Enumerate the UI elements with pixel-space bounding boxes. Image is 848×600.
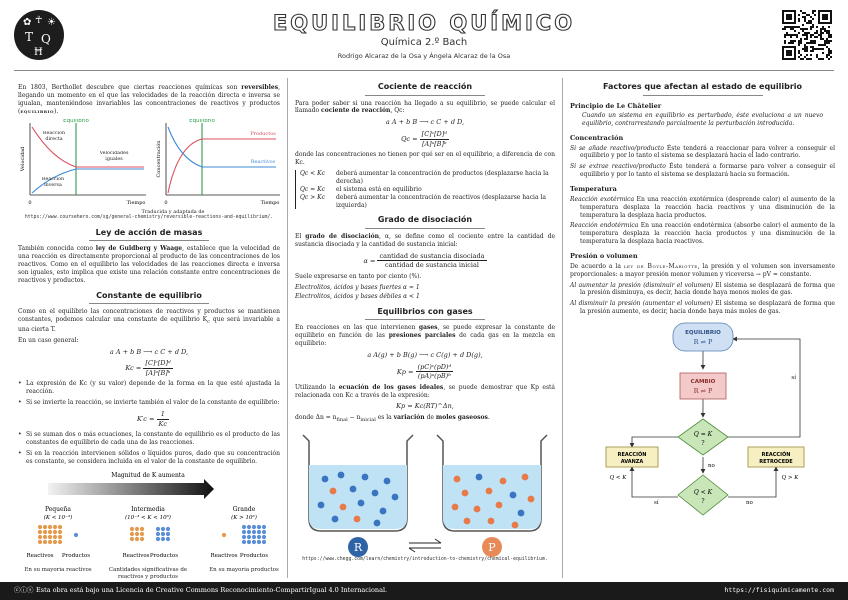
particle: [161, 527, 165, 531]
particle-label: Reactivos: [210, 552, 238, 559]
particle: [43, 540, 47, 544]
graph2-label-reactants: Reactivos: [250, 158, 276, 165]
graph1-label-inverse: Reacción inversa: [41, 176, 65, 188]
graph-caption: Traducida y adaptada de: [141, 208, 205, 215]
flow-decision2-q: ?: [701, 498, 705, 506]
particle: [156, 537, 160, 541]
page-subtitle: Química 2.º Bach: [380, 37, 468, 48]
magnitude-of-k-diagram: [18, 469, 280, 589]
particle: [43, 525, 47, 529]
page-title: EQUILIBRIO QUÍMICO: [272, 11, 576, 35]
dissociation-paragraph: El grado de disociación, α, se define como el cociente entre la cantidad de sustancia disociada y la cantidad de sustancia inicial:: [295, 232, 555, 248]
header: [0, 0, 848, 70]
flow-backward-label: REACCIÓN: [761, 452, 791, 459]
molecule: [322, 475, 329, 482]
list-item: • Si se invierte la reacción, se invierte también el valor de la constante de equilibrio: K′c = $\frac{1}{Kc}$: [18, 399, 280, 428]
molecule: [512, 521, 519, 528]
particle: [252, 535, 256, 539]
logo-glyph: ☥: [35, 15, 43, 26]
section-title-gas-equilibria: Equilibrios con gases: [295, 307, 555, 321]
particle: [135, 527, 139, 531]
ideal-gas-paragraph: Utilizando la ecuación de los gases ideales, se puede demostrar que Kp está relacionada con Kc a través de la expresión:: [295, 383, 556, 399]
list-item: Al disminuir la presión (aumentar el volumen) El sistema se desplazará de forma que la presión aumente, es decir, hacia donde haya más moles de gas.: [570, 300, 835, 316]
particle: [38, 525, 42, 529]
particle: [166, 537, 170, 541]
footer: [0, 582, 848, 600]
product-badge-label: P: [488, 540, 496, 554]
list-item: • Si en la reacción intervienen sólidos o líquidos puros, dado que su concentración es constante, se considera incluida en el valor de la constante de equilibrio.: [18, 450, 280, 466]
reactant-badge-label: R: [353, 540, 363, 554]
particle-label: Reactivos: [122, 552, 150, 559]
flow-start-equation: R ⇌ P: [693, 338, 713, 347]
graph-credit-link[interactable]: https://www.coursehero.com/sg/general-chemistry/reversible-reactions-and-equilibrium/.: [24, 215, 274, 221]
particle: [247, 540, 251, 544]
particle: [257, 530, 261, 534]
molecule: [476, 473, 483, 480]
boyle-mariotte-paragraph: De acuerdo a la ley de Boyle-Mariotte, la presión y el volumen son inversamente proporcionales: a mayor presión menor volumen y viceversa → pV = constante.: [570, 262, 835, 278]
molecule: [464, 517, 471, 524]
flow-q-lt-k-label: Q < K: [609, 475, 627, 482]
particle-label: Reactivos: [26, 552, 54, 559]
kp-expression: Kp = $\frac{\text{(pC)ᶜ(pD)ᵈ}}{\text{(pA)ᵃ(pB)ᵇ}}$: [396, 362, 452, 381]
molecule: [358, 499, 365, 506]
flow-decision2-label: Q < K: [693, 489, 713, 497]
particle: [38, 530, 42, 534]
particle: [53, 530, 57, 534]
list-item: Qc > Kc deberá aumentar la concentración de reactivos (desplazarse hacia la izquierda): [300, 193, 546, 209]
molecule: [350, 485, 357, 492]
particle: [262, 530, 266, 534]
particle: [58, 530, 62, 534]
weak-electrolytes: Electrolitos, ácidos y bases débiles α < 1: [295, 292, 420, 300]
graph1-ylabel: Velocidad: [20, 146, 26, 171]
concentration-vs-time-graph: [155, 119, 280, 206]
list-item: Si se añade reactivo/producto Éste tenderá a reaccionar para volver a conseguir el equilibrio y por lo tanto el sistema se desplazará hacia el lado contrario.: [570, 144, 835, 160]
flow-start-node: [673, 323, 733, 351]
dissociation-percent-note: Suele expresarse en tanto por ciento (%).: [295, 272, 422, 280]
molecule: [522, 473, 529, 480]
molecule: [454, 475, 461, 482]
beaker-credit-link[interactable]: https://www.chegg.com/learn/chemistry/introduction-to-chemistry/chemical-equilibrium.: [302, 556, 548, 562]
magnitude-range: (10⁻³ < K < 10³): [125, 514, 171, 521]
particle: [48, 540, 52, 544]
temperature-heading: Temperatura: [570, 185, 617, 194]
logo-glyph: ✿: [23, 17, 32, 28]
graph1-zero: 0: [28, 199, 32, 206]
molecule: [380, 507, 387, 514]
molecule: [518, 509, 525, 516]
particle: [38, 540, 42, 544]
molecule: [528, 495, 535, 502]
molecule: [384, 477, 391, 484]
particle: [43, 535, 47, 539]
particle: [161, 537, 165, 541]
column-left: [18, 76, 280, 589]
intro-paragraph: En 1803, Berthollet descubre que ciertas reacciones químicas son reversibles, llegando un momento en el que las velocidades de la reacción directa e inversa se igualan, manteniéndose invariables las concentraciones de reactivos y productos (equilibrio).: [18, 84, 280, 115]
gas-reaction-equation: a A(g) + b B(g) ⟶ c C(g) + d D(g),: [367, 350, 483, 359]
particle: [130, 537, 134, 541]
particle: [140, 527, 144, 531]
mass-action-paragraph: También conocida como ley de Guldberg y Waage, establece que la velocidad de una reacción es directamente proporcional al producto de las concentraciones de los reactivos. Como en el equilibrio las velocidades de las reacciones directa e inversa son iguales, esto implica que existe una relación constante entre concentraciones de reactivos y productos.: [18, 245, 281, 284]
creative-commons-icon[interactable]: ⓒⓘⓢ: [14, 586, 34, 594]
license-text: Esta obra está bajo una Licencia de Creative Commons Reconocimiento-CompartirIgual 4.0 Internacional.: [36, 586, 388, 594]
le-chatelier-heading: Principio de Le Châtelier: [570, 101, 662, 110]
particle: [156, 532, 160, 536]
molecule: [330, 487, 337, 494]
molecule: [340, 503, 347, 510]
logo-glyph: Ħ: [34, 47, 43, 58]
particle: [53, 535, 57, 539]
graph2-title: Equilibrio: [189, 118, 215, 124]
particle: [257, 540, 261, 544]
rate-vs-time-graph: [20, 119, 146, 206]
particle: [58, 525, 62, 529]
graph1-label-direct: Reacción directa: [42, 130, 66, 142]
particle: [53, 540, 57, 544]
magnitude-note: En su mayoría reactivos: [24, 566, 92, 573]
left-beaker: [303, 435, 413, 557]
constant-properties-list: [18, 380, 280, 466]
flow-backward-label2: RETROCEDE: [759, 459, 793, 466]
particle: [242, 530, 246, 534]
particle: [140, 532, 144, 536]
le-chatelier-statement: Cuando un sistema en equilibrio es perturbado, éste evoluciona a un nuevo equilibrio, contrarrestando parcialmente la perturbación introducida.: [582, 112, 823, 128]
flow-decision1-label: Q = K: [693, 431, 713, 439]
particle: [130, 532, 134, 536]
particle: [58, 535, 62, 539]
particle: [242, 535, 246, 539]
particle: [156, 527, 160, 531]
molecule: [486, 487, 493, 494]
magnitude-range: (K < 10⁻³): [43, 514, 73, 521]
logo-glyph: T: [25, 30, 34, 44]
particle: [247, 535, 251, 539]
particle: [38, 535, 42, 539]
particle: [58, 540, 62, 544]
constant-paragraph: Como en el equilibrio las concentraciones de reactivos y productos se mantienen constantes, podemos calcular una constante de equilibrio $K_c$ que será invariable a una cierta T.: [18, 308, 280, 333]
molecule: [354, 515, 361, 522]
magnitude-note: Cantidades significativas de reactivos y productos: [108, 566, 188, 580]
list-item: Reacción exotérmica En una reacción exotérmica (desprende calor) el aumento de la temperatura desplaza la reacción hacia reactivos y una disminución de la temperatura la desplaza hacia productos.: [570, 195, 835, 219]
delta-n-paragraph: donde $\Delta n = n_{final} - n_{inicial}$ es la variación de moles gaseosos.: [295, 414, 490, 424]
dissociation-expression: α = $\frac{\text{cantidad de sustancia disociada}}{\text{cantidad de sustancia inicial}}$: [363, 251, 485, 270]
molecule: [338, 471, 345, 478]
qr-code[interactable]: [782, 10, 832, 60]
particle: [242, 540, 246, 544]
flow-no-label: no: [708, 463, 715, 470]
section-title-reaction-quotient: Cociente de reacción: [295, 82, 555, 96]
particle: [140, 537, 144, 541]
right-beaker: [437, 435, 547, 557]
particle-label: Productos: [149, 552, 179, 559]
graph1-label-equal: Velocidades iguales: [99, 150, 129, 162]
particle: [43, 530, 47, 534]
pressure-heading: Presión o volumen: [570, 252, 638, 261]
concentration-heading: Concentración: [570, 133, 624, 142]
list-item: Al aumentar la presión (disminuir el volumen) El sistema se desplazará de forma que la presión disminuya, es decir, hacia donde haya menos moles de gas.: [570, 281, 835, 297]
graph2-zero: 0: [164, 199, 168, 206]
list-item: • La expresión de Kc (y su valor) depende de la forma en la que esté ajustada la reacción.: [18, 380, 280, 396]
particle: [252, 530, 256, 534]
molecule: [488, 517, 495, 524]
particle: [222, 533, 226, 537]
molecule: [474, 505, 481, 512]
logo-glyph: ☀: [47, 17, 56, 28]
particle-label: Productos: [61, 552, 91, 559]
molecule: [500, 477, 507, 484]
molecule: [362, 473, 369, 480]
constant-general-case: En un caso general:: [18, 336, 79, 344]
list-item: Reacción endotérmica En una reacción endotérmica (absorbe calor) el aumento de la temperatura desplaza la reacción hacia productos y una disminución de la temperatura la desplaza hacia reactivos.: [570, 222, 835, 246]
flow-change-node: [680, 373, 726, 399]
section-title-factors: Factores que afectan al estado de equilibrio: [570, 82, 835, 96]
qc-expression: Qc = $\frac{\text{[C]ᶜ[D]ᵈ}}{\text{[A]ᵃ[B]ᵇ}}$: [401, 129, 447, 148]
flow-change-label: CAMBIO: [690, 379, 716, 386]
molecule: [452, 503, 459, 510]
particle: [166, 527, 170, 531]
magnitude-label: Magnitud de K aumenta: [111, 471, 185, 479]
section-title-equilibrium-constant: Constante de equilibrio: [18, 291, 280, 305]
particle: [262, 535, 266, 539]
equilibrium-graphs: [18, 119, 280, 209]
kc-expression: Kc = $\frac{\text{[C]ᶜ[D]ᵈ}}{\text{[A]ᵃ[B]ᵇ}}$: [125, 359, 171, 377]
particle: [161, 532, 165, 536]
molecule: [510, 491, 517, 498]
particle: [257, 535, 261, 539]
molecule: [392, 493, 399, 500]
molecule: [332, 515, 339, 522]
particle: [48, 535, 52, 539]
graph1-title: Equilibrio: [63, 118, 89, 124]
flow-start-label: EQUILIBRIO: [685, 330, 721, 337]
quotient-paragraph: Para poder saber si una reacción ha llegado a su equilibrio, se puede calcular el llamado cociente de reacción, Qc:: [295, 99, 555, 115]
column-divider: [287, 78, 288, 578]
flow-change-equation: R ⇌ P: [693, 387, 713, 396]
column-right: [570, 76, 835, 519]
list-item: Qc = Kc el sistema está en equilibrio: [300, 185, 422, 193]
header-divider: [14, 70, 834, 71]
particle: [262, 525, 266, 529]
quotient-cases: [295, 170, 555, 210]
particle: [53, 525, 57, 529]
magnitude-name: Grande: [232, 505, 256, 513]
flow-q-gt-k-label: Q > K: [781, 475, 799, 482]
beakers-illustration: [295, 427, 555, 557]
magnitude-arrow: [48, 479, 214, 499]
quotient-note: donde las concentraciones no tienen por qué ser en el equilibrio, a diferencia de con Kc.: [295, 151, 555, 166]
molecule: [372, 489, 379, 496]
column-middle: [295, 76, 555, 563]
graph2-xlabel: Tiempo: [260, 199, 280, 206]
particle: [48, 530, 52, 534]
molecule: [374, 519, 381, 526]
molecule: [462, 489, 469, 496]
gas-paragraph: En reacciones en las que intervienen gases, se puede expresar la constante de equilibrio en función de las presiones parciales de cada gas en la mezcla en equilibrio:: [295, 324, 555, 348]
list-item: Qc < Kc deberá aumentar la concentración de productos (desplazarse hacia la derecha): [300, 169, 549, 185]
particle: [48, 525, 52, 529]
graph2-ylabel: Concentración: [156, 140, 162, 178]
magnitude-note: En su mayoría productos: [209, 566, 279, 573]
column-divider: [562, 78, 563, 578]
particle: [135, 532, 139, 536]
list-item: • Si se suman dos o más ecuaciones, la constante de equilibrio es el producto de las constantes de equilibrio de cada una de las reacciones.: [18, 431, 280, 447]
magnitude-range: (K > 10³): [231, 514, 257, 521]
flow-no2-label: no: [746, 500, 753, 507]
authors: Rodrigo Alcaraz de la Osa y Ángela Alcaraz de la Osa: [337, 52, 511, 60]
molecule: [496, 501, 503, 508]
particle: [247, 530, 251, 534]
kp-kc-relation: Kp = Kc(RT)^Δn,: [396, 402, 454, 411]
particle: [166, 532, 170, 536]
particle: [257, 525, 261, 529]
strong-electrolytes: Electrolitos, ácidos y bases fuertes α ≈ 1: [295, 283, 420, 291]
particle: [252, 525, 256, 529]
magnitude-name: Intermedia: [131, 505, 165, 513]
particle: [135, 537, 139, 541]
graph2-label-products: Productos: [250, 130, 276, 137]
section-title-mass-action: Ley de acción de masas: [18, 228, 280, 242]
flow-decision1-q: ?: [701, 440, 705, 448]
molecule: [318, 501, 325, 508]
list-item: Si se extrae reactivo/producto Éste tenderá a formarse para volver a conseguir el equilibrio y por lo tanto el sistema se desplazará hacia su formación.: [570, 163, 836, 179]
particle: [252, 540, 256, 544]
particle: [74, 533, 78, 537]
particle-label: Productos: [239, 552, 269, 559]
quotient-reaction-equation: a A + b B ⟶ c C + d D,: [385, 118, 465, 127]
magnitude-name: Pequeña: [44, 505, 72, 513]
particle: [242, 525, 246, 529]
flow-forward-label: REACCIÓN: [617, 452, 647, 459]
flow-forward-label2: AVANZA: [620, 459, 644, 466]
particle: [247, 525, 251, 529]
particle: [262, 540, 266, 544]
flow-yes-label: sí: [791, 375, 796, 382]
section-title-dissociation: Grado de disociación: [295, 215, 555, 229]
particle: [130, 527, 134, 531]
inverse-constant-expression: K′c = $\frac{1}{Kc}$: [136, 410, 168, 428]
website-link[interactable]: https://fisiquimicamente.com: [724, 586, 834, 594]
flow-yes2-label: sí: [654, 500, 659, 507]
general-reaction-equation: a A + b B ⟶ c C + d D,: [109, 347, 189, 356]
graph1-xlabel: Tiempo: [126, 199, 146, 206]
logo-glyph: Q: [41, 32, 51, 46]
equilibrium-flowchart: [570, 319, 835, 519]
equilibrium-arrows: [409, 539, 441, 552]
